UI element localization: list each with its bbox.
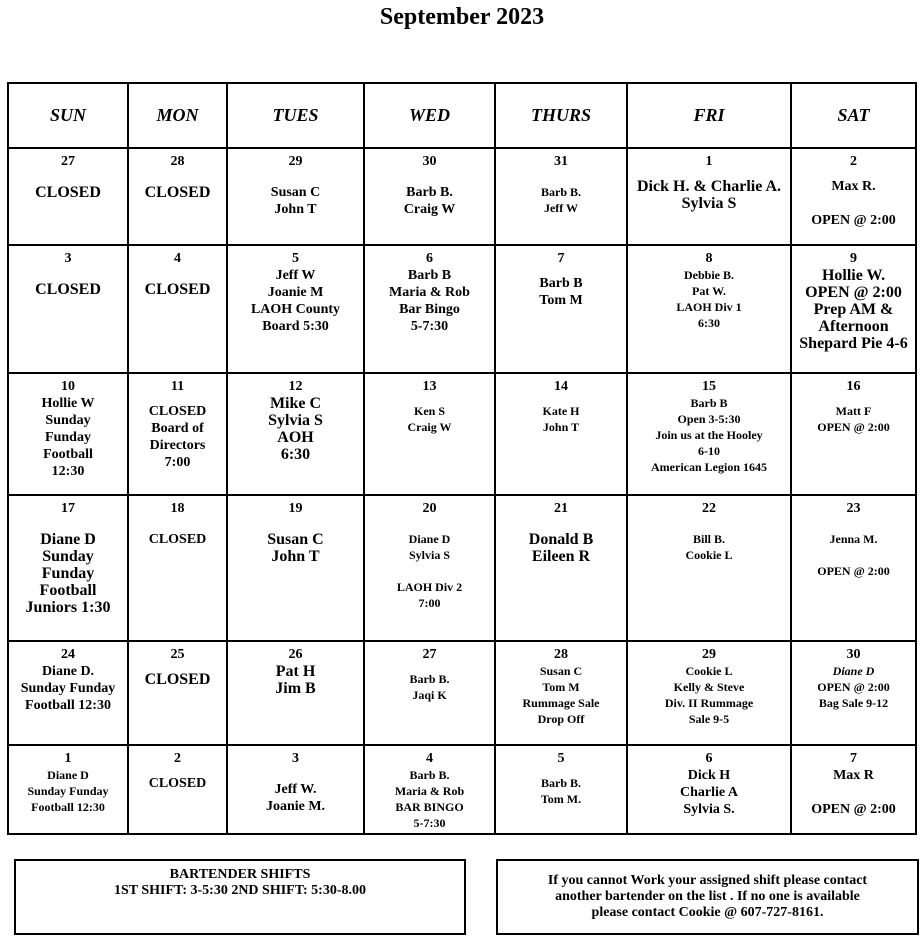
event-line: OPEN @ 2:00 bbox=[805, 284, 902, 301]
day-number: 5 bbox=[557, 751, 565, 766]
event-line: Pat W. bbox=[691, 284, 726, 298]
event-line: Barb B bbox=[407, 268, 452, 283]
event-line: Diane D. bbox=[41, 664, 95, 679]
day-number: 13 bbox=[422, 379, 437, 394]
event-line: Dick H. & Charlie A. bbox=[637, 178, 781, 195]
event-line: Funday bbox=[41, 565, 95, 582]
week-row bbox=[8, 373, 916, 495]
event-line: CLOSED bbox=[148, 532, 207, 547]
note-line: please contact Cookie @ 607-727-8161. bbox=[591, 905, 824, 920]
day-number: 30 bbox=[846, 647, 861, 662]
day-cell bbox=[364, 373, 495, 495]
event-line bbox=[365, 563, 494, 579]
day-cell bbox=[627, 373, 791, 495]
event-line: Susan C bbox=[267, 531, 324, 548]
event-line: Sylvia S bbox=[681, 195, 737, 212]
event-line: Jeff W. bbox=[274, 782, 317, 797]
day-number: 27 bbox=[422, 647, 437, 662]
event-line: 5-7:30 bbox=[410, 319, 449, 334]
day-cell bbox=[627, 148, 791, 245]
day-number: 4 bbox=[174, 251, 181, 266]
day-cell bbox=[627, 745, 791, 834]
event-line: Joanie M. bbox=[265, 799, 326, 814]
event-line: Ken S bbox=[413, 404, 445, 418]
event-line: Board 5:30 bbox=[262, 319, 329, 334]
day-cell bbox=[364, 245, 495, 373]
event-line: Tom M bbox=[539, 293, 583, 308]
day-cell bbox=[227, 745, 364, 834]
weekday-header: SUN bbox=[8, 83, 128, 148]
event-line: Diane D bbox=[832, 664, 875, 678]
event-line: Eileen R bbox=[531, 548, 591, 565]
event-line: 12:30 bbox=[51, 464, 85, 479]
event-line: Diane D bbox=[40, 531, 96, 548]
day-cell bbox=[791, 745, 916, 834]
event-line: Barb B. bbox=[409, 768, 450, 782]
day-cell bbox=[364, 745, 495, 834]
event-line: Barb B bbox=[539, 276, 583, 291]
event-line: OPEN @ 2:00 bbox=[817, 564, 890, 578]
event-line: Hollie W bbox=[41, 396, 95, 411]
event-line: Maria & Rob bbox=[394, 784, 465, 798]
day-number: 27 bbox=[61, 154, 75, 169]
day-number: 15 bbox=[702, 379, 716, 394]
event-line: Barb B. bbox=[540, 776, 581, 790]
event-line: Football bbox=[43, 447, 93, 462]
day-cell bbox=[8, 373, 128, 495]
event-line: CLOSED bbox=[148, 776, 207, 791]
event-line: Football 12:30 bbox=[25, 698, 111, 713]
event-line: Sunday Funday bbox=[20, 681, 116, 696]
event-line: Sale 9-5 bbox=[688, 712, 730, 726]
event-line: John T bbox=[271, 548, 320, 565]
event-line: Jim B bbox=[275, 680, 316, 697]
day-cell bbox=[128, 245, 227, 373]
weekday-header: THURS bbox=[495, 83, 627, 148]
day-number: 20 bbox=[422, 501, 437, 516]
day-number: 29 bbox=[702, 647, 716, 662]
day-number: 7 bbox=[850, 751, 857, 766]
event-line: Directors bbox=[149, 438, 206, 453]
note-line: another bartender on the list . If no one is available bbox=[555, 889, 860, 904]
event-line: Charlie A bbox=[680, 785, 738, 800]
contact-note-box bbox=[496, 859, 919, 935]
event-line: Rummage Sale bbox=[522, 696, 600, 710]
event-line: Jaqi K bbox=[412, 688, 447, 702]
event-line: Kelly & Steve bbox=[673, 680, 745, 694]
event-line: CLOSED bbox=[144, 281, 211, 298]
day-number: 23 bbox=[846, 501, 861, 516]
day-number: 6 bbox=[705, 751, 713, 766]
event-line: CLOSED bbox=[148, 404, 207, 419]
day-cell bbox=[495, 495, 627, 641]
event-line: John T bbox=[274, 202, 317, 217]
week-row bbox=[8, 495, 916, 641]
event-line: Jeff W bbox=[543, 201, 579, 215]
day-number: 6 bbox=[426, 251, 433, 266]
day-number: 30 bbox=[422, 154, 437, 169]
weekday-header: MON bbox=[128, 83, 227, 148]
week-row bbox=[8, 745, 916, 834]
day-cell bbox=[627, 641, 791, 745]
event-line: Susan C bbox=[270, 185, 321, 200]
event-line: Football 12:30 bbox=[31, 800, 105, 814]
day-cell bbox=[8, 745, 128, 834]
day-number: 28 bbox=[170, 154, 185, 169]
day-number: 12 bbox=[288, 379, 303, 394]
event-line: Craig W bbox=[403, 202, 456, 217]
day-number: 8 bbox=[705, 251, 713, 266]
day-cell bbox=[495, 245, 627, 373]
day-number: 14 bbox=[554, 379, 568, 394]
bartender-shifts-box bbox=[14, 859, 466, 935]
event-line: Jenna M. bbox=[829, 532, 878, 546]
event-line: CLOSED bbox=[35, 281, 101, 298]
day-number: 19 bbox=[288, 501, 303, 516]
day-cell bbox=[128, 641, 227, 745]
event-line: Hollie W. bbox=[821, 267, 886, 284]
event-line: Shepard Pie 4-6 bbox=[799, 335, 908, 352]
day-cell bbox=[364, 641, 495, 745]
event-line bbox=[792, 547, 915, 563]
event-line: Football bbox=[39, 582, 97, 599]
event-line: CLOSED bbox=[144, 671, 211, 688]
event-line: LAOH Div 1 bbox=[676, 300, 742, 314]
day-cell bbox=[791, 373, 916, 495]
day-number: 3 bbox=[64, 251, 72, 266]
day-number: 2 bbox=[850, 154, 857, 169]
event-line: Debbie B. bbox=[683, 268, 734, 282]
day-cell bbox=[227, 245, 364, 373]
day-number: 1 bbox=[64, 751, 72, 766]
event-line: AOH bbox=[277, 429, 314, 446]
event-line: Afternoon bbox=[818, 318, 889, 335]
event-line: Funday bbox=[45, 430, 91, 445]
weekday-header: TUES bbox=[227, 83, 364, 148]
event-line: CLOSED bbox=[144, 184, 211, 201]
event-line: Sylvia S bbox=[408, 548, 450, 562]
day-number: 21 bbox=[554, 501, 568, 516]
day-cell bbox=[227, 495, 364, 641]
day-cell bbox=[128, 495, 227, 641]
event-line: Max R. bbox=[831, 179, 876, 194]
event-line: Bar Bingo bbox=[399, 302, 460, 317]
day-number: 10 bbox=[61, 379, 75, 394]
event-line: 6:30 bbox=[698, 316, 720, 330]
week-row bbox=[8, 245, 916, 373]
day-number: 17 bbox=[61, 501, 75, 516]
day-number: 5 bbox=[292, 251, 299, 266]
day-number: 24 bbox=[61, 647, 75, 662]
day-cell bbox=[8, 245, 128, 373]
event-line: Bill B. bbox=[692, 532, 725, 546]
event-line: LAOH Div 2 bbox=[396, 580, 463, 594]
day-cell bbox=[8, 495, 128, 641]
event-line: Jeff W bbox=[275, 268, 316, 283]
day-cell bbox=[791, 495, 916, 641]
event-line: Sylvia S bbox=[268, 412, 323, 429]
event-line: Pat H bbox=[275, 663, 316, 680]
event-line: Drop Off bbox=[537, 712, 585, 726]
event-line: Maria & Rob bbox=[389, 285, 470, 300]
event-line: Juniors 1:30 bbox=[25, 599, 111, 616]
day-cell bbox=[627, 245, 791, 373]
day-cell bbox=[364, 495, 495, 641]
day-number: 3 bbox=[292, 751, 299, 766]
event-line: Prep AM & bbox=[813, 301, 894, 318]
day-number: 1 bbox=[705, 154, 713, 169]
note-line: If you cannot Work your assigned shift please contact bbox=[547, 873, 868, 888]
event-line: Bag Sale 9-12 bbox=[818, 696, 889, 710]
day-cell bbox=[791, 245, 916, 373]
day-number: 16 bbox=[846, 379, 861, 394]
day-cell bbox=[627, 495, 791, 641]
weekday-header: FRI bbox=[627, 83, 791, 148]
day-cell bbox=[8, 641, 128, 745]
event-line: John T bbox=[542, 420, 580, 434]
day-number: 31 bbox=[554, 154, 568, 169]
weekday-header: WED bbox=[364, 83, 495, 148]
day-number: 18 bbox=[170, 501, 185, 516]
event-line: Board of bbox=[151, 421, 204, 436]
day-cell bbox=[8, 148, 128, 245]
event-line: Cookie L bbox=[685, 664, 733, 678]
day-cell bbox=[495, 148, 627, 245]
event-line: Sylvia S. bbox=[683, 802, 735, 817]
day-number: 4 bbox=[426, 751, 433, 766]
day-cell bbox=[791, 641, 916, 745]
event-line: LAOH County bbox=[250, 302, 341, 317]
event-line: Joanie M bbox=[267, 285, 324, 300]
day-cell bbox=[495, 373, 627, 495]
shifts-text: 1ST SHIFT: 3-5:30 2ND SHIFT: 5:30-8.00 bbox=[113, 883, 366, 898]
event-line bbox=[792, 195, 915, 212]
event-line: Sunday bbox=[42, 548, 94, 565]
event-line: 7:00 bbox=[164, 455, 191, 470]
event-line bbox=[792, 784, 915, 801]
event-line: Barb B. bbox=[409, 672, 450, 686]
event-line: Kate H bbox=[542, 404, 580, 418]
day-cell bbox=[495, 641, 627, 745]
event-line: Matt F bbox=[835, 404, 872, 418]
day-cell bbox=[128, 745, 227, 834]
event-line: Max R bbox=[833, 768, 874, 783]
event-line: OPEN @ 2:00 bbox=[811, 802, 896, 817]
day-cell bbox=[227, 641, 364, 745]
day-cell bbox=[227, 373, 364, 495]
day-number: 29 bbox=[288, 154, 303, 169]
event-line: 7:00 bbox=[418, 596, 441, 610]
day-cell bbox=[128, 148, 227, 245]
event-line: Sunday Funday bbox=[27, 784, 109, 798]
day-number: 28 bbox=[554, 647, 568, 662]
event-line: CLOSED bbox=[35, 184, 101, 201]
event-line: Tom M. bbox=[540, 792, 582, 806]
event-line: OPEN @ 2:00 bbox=[817, 420, 890, 434]
week-row bbox=[8, 148, 916, 245]
event-line: Dick H bbox=[687, 768, 731, 783]
event-line: Donald B bbox=[528, 531, 594, 548]
day-number: 26 bbox=[288, 647, 303, 662]
event-line: 5-7:30 bbox=[413, 816, 446, 830]
day-number: 2 bbox=[174, 751, 181, 766]
event-line: Barb B. bbox=[540, 185, 581, 199]
day-number: 25 bbox=[170, 647, 185, 662]
day-number: 9 bbox=[850, 251, 857, 266]
day-cell bbox=[495, 745, 627, 834]
day-cell bbox=[364, 148, 495, 245]
day-number: 11 bbox=[170, 379, 185, 394]
event-line: OPEN @ 2:00 bbox=[817, 680, 890, 694]
weekday-header-row bbox=[8, 83, 916, 148]
week-row bbox=[8, 641, 916, 745]
day-number: 22 bbox=[702, 501, 716, 516]
event-line: 6:30 bbox=[280, 446, 311, 463]
event-line: Susan C bbox=[539, 664, 583, 678]
day-cell bbox=[791, 148, 916, 245]
page-title: September 2023 bbox=[379, 4, 545, 30]
event-line: Barb B bbox=[690, 396, 728, 410]
event-line: American Legion 1645 bbox=[651, 460, 767, 474]
event-line: BAR BINGO bbox=[395, 800, 464, 814]
event-line: Div. II Rummage bbox=[664, 696, 754, 710]
event-line: Craig W bbox=[407, 420, 452, 434]
event-line: Mike C bbox=[269, 395, 322, 412]
event-line: OPEN @ 2:00 bbox=[811, 213, 896, 228]
weekday-header: SAT bbox=[791, 83, 916, 148]
day-cell bbox=[227, 148, 364, 245]
day-cell bbox=[128, 373, 227, 495]
shifts-heading: BARTENDER SHIFTS bbox=[169, 867, 311, 882]
event-line: Diane D bbox=[408, 532, 451, 546]
event-line: Barb B. bbox=[406, 185, 453, 200]
event-line: Tom M bbox=[542, 680, 580, 694]
event-line: Join us at the Hooley bbox=[655, 428, 763, 442]
event-line: Diane D bbox=[47, 768, 89, 782]
event-line: 6-10 bbox=[698, 444, 720, 458]
event-line: Open 3-5:30 bbox=[677, 412, 741, 426]
calendar-grid bbox=[7, 82, 917, 835]
event-line: Sunday bbox=[45, 413, 91, 428]
day-number: 7 bbox=[557, 251, 565, 266]
event-line: Cookie L bbox=[685, 548, 733, 562]
